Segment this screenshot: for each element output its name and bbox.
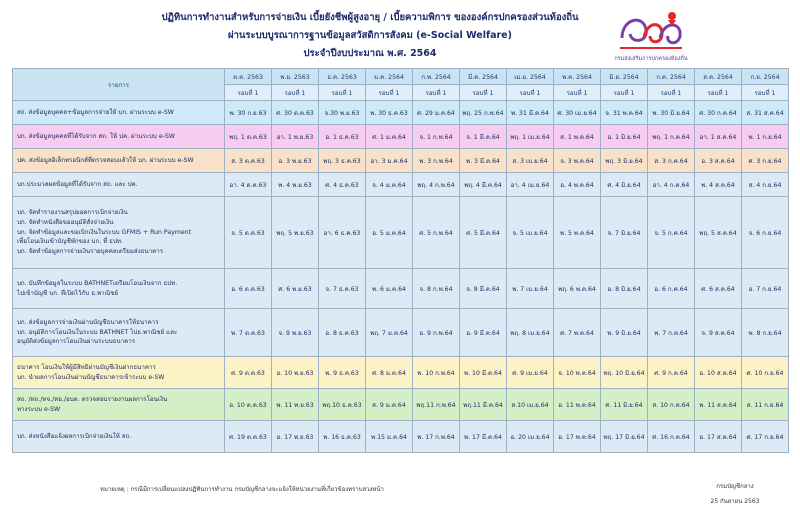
table-row (13, 309, 789, 357)
task-line: บก. นำผลการโอนเงินผ่านบัญชีธนาคารเข้าระบบ e-SW (17, 373, 165, 381)
schedule-date-cell: ศ. 9 เม.ย.64 (507, 357, 554, 389)
task-description (13, 125, 225, 149)
schedule-date-cell: อ. 20 เม.ย.64 (507, 421, 554, 453)
task-description (13, 149, 225, 173)
schedule-date-cell: พฤ.11 มี.ค.64 (460, 389, 507, 421)
schedule-date-cell: จ. 3 พ.ค.64 (554, 149, 601, 173)
title-line-1: ปฏิทินการทำงานสำหรับการจ่ายเงิน เบี้ยยังชีพผู้สูงอายุ / เบี้ยความพิการ ขององค์กรปกครองส่วนท้องถิ่น (161, 12, 579, 23)
task-line: ไปเข้าบัญชี บก. ที่เปิดไว้กับ ธ.พาณิชย์ (17, 289, 119, 297)
title-line-2: ผ่านระบบบูรณาการฐานข้อมูลสวัสดิการสังคม (e-Social Welfare) (228, 30, 512, 41)
schedule-date-cell: พ. 10 มี.ค.64 (460, 357, 507, 389)
schedule-date-cell: จ. 10 พ.ค.64 (554, 357, 601, 389)
schedule-date-cell: พฤ. 1 เม.ย.64 (507, 125, 554, 149)
task-description (13, 357, 225, 389)
schedule-date-cell: จ. 8 ก.พ.64 (413, 269, 460, 309)
schedule-date-cell: พ. 5 พ.ค.64 (554, 197, 601, 269)
schedule-date-cell: ศ. 5 มี.ค.64 (460, 197, 507, 269)
schedule-date-cell: พฤ.10 ธ.ค.63 (319, 389, 366, 421)
schedule-date-cell: ศ. 11 มิ.ย.64 (601, 389, 648, 421)
schedule-date-cell: จ. 6 ก.ย.64 (742, 197, 789, 269)
schedule-date-cell: ศ. 3 ก.ย.64 (742, 149, 789, 173)
table-row (13, 125, 789, 149)
schedule-date-cell: อ. 1 ธ.ค.63 (319, 125, 366, 149)
schedule-date-cell: พ. 11 ส.ค.64 (695, 389, 742, 421)
schedule-date-cell: อ. 17 พ.ย.63 (272, 421, 319, 453)
schedule-date-cell: พฤ. 1 ก.ค.64 (648, 125, 695, 149)
schedule-date-cell: พฤ. 4 มี.ค.64 (460, 173, 507, 197)
round-header: รอบที่ 1 (742, 85, 789, 101)
schedule-date-cell: พ. 8 ก.ย.64 (742, 309, 789, 357)
schedule-date-cell: จ. 5 ก.ค.64 (648, 197, 695, 269)
schedule-date-cell: ศ. 30 ก.ค.64 (695, 101, 742, 125)
schedule-date-cell: ศ. 19 ต.ค.63 (225, 421, 272, 453)
month-header: มิ.ย. 2564 (601, 69, 648, 85)
table-row (13, 269, 789, 309)
schedule-date-cell: พ. 16 ธ.ค.63 (319, 421, 366, 453)
month-header: พ.ย. 2563 (272, 69, 319, 85)
task-line: ธนาคาร โอนเงินให้ผู้มีสิทธิผ่านบัญชีเงินฝากธนาคาร (17, 363, 156, 371)
schedule-date-cell: อ. 17 ส.ค.64 (695, 421, 742, 453)
task-line: เพื่อโอนเงินเข้าบัญชีพักของ บก. ที่ ธปท. (17, 238, 123, 246)
table-row (13, 149, 789, 173)
document-header (0, 0, 800, 66)
round-header: รอบที่ 1 (695, 85, 742, 101)
table-row (13, 173, 789, 197)
schedule-date-cell: อ. 5 ม.ค.64 (366, 197, 413, 269)
schedule-date-cell: ส. 3 ต.ค.63 (225, 149, 272, 173)
schedule-date-cell: อ. 3 ส.ค.64 (695, 149, 742, 173)
schedule-date-cell: ศ. 17 ก.ย.64 (742, 421, 789, 453)
task-line: บก. จัดทำรายงานสรุปยอดการเบิกจ่ายเงิน (17, 209, 128, 217)
schedule-date-cell: พฤ. 10 มิ.ย.64 (601, 357, 648, 389)
schedule-date-cell: พฤ. 5 พ.ย.63 (272, 197, 319, 269)
schedule-date-cell: ศ. 6 ส.ค.64 (695, 269, 742, 309)
schedule-date-cell: จ. 4 ม.ค.64 (366, 173, 413, 197)
schedule-date-cell: พ. 7 ต.ค.63 (225, 309, 272, 357)
schedule-date-cell: จ. 1 มี.ค.64 (460, 125, 507, 149)
table-row (13, 389, 789, 421)
task-line: บก. จัดทำข้อมูลการจ่ายเงินรายบุคคลเตรียมส่งธนาคาร (17, 247, 164, 255)
round-header: รอบที่ 1 (225, 85, 272, 101)
schedule-date-cell: อา. 4 ต.ค.63 (225, 173, 272, 197)
round-header: รอบที่ 1 (507, 85, 554, 101)
schedule-date-cell: จ. 31 พ.ค.64 (601, 101, 648, 125)
schedule-date-cell: พ. 17 มี.ค.64 (460, 421, 507, 453)
task-description (13, 173, 225, 197)
schedule-date-cell: อา. 3 ม.ค.64 (366, 149, 413, 173)
schedule-date-cell: ศ. 10 ก.ย.64 (742, 357, 789, 389)
task-description (13, 421, 225, 453)
schedule-date-cell: ส. 4 ก.ย.64 (742, 173, 789, 197)
task-column-header: รายการ (13, 69, 225, 101)
month-header: เม.ย. 2564 (507, 69, 554, 85)
schedule-date-cell: พฤ. 6 พ.ค.64 (554, 269, 601, 309)
schedule-date-cell: จ. 1 ก.พ.64 (413, 125, 460, 149)
schedule-date-cell: พฤ. 1 ต.ค.63 (225, 125, 272, 149)
task-line: ทางระบบ e-SW (17, 405, 61, 413)
schedule-date-cell: พ. 7 ก.ค.64 (648, 309, 695, 357)
month-header: ต.ค. 2563 (225, 69, 272, 85)
schedule-date-cell: พฤ. 17 มิ.ย.64 (601, 421, 648, 453)
schedule-date-cell: อา. 6 ธ.ค.63 (319, 197, 366, 269)
schedule-date-cell: ศ. 4 ธ.ค.63 (319, 173, 366, 197)
schedule-date-cell: พ. 1 ก.ย.64 (742, 125, 789, 149)
schedule-date-cell: พ. 9 มิ.ย.64 (601, 309, 648, 357)
schedule-date-cell: พฤ. 8 เม.ย.64 (507, 309, 554, 357)
task-description (13, 309, 225, 357)
task-line: สถ. ส่งข้อมูลบุคคล+ข้อมูลการจ่ายให้ บก. ผ่านระบบ e-SW (17, 108, 174, 116)
schedule-date-cell: พฤ. 3 ธ.ค.63 (319, 149, 366, 173)
schedule-date-cell: พ.15 ม.ค.64 (366, 421, 413, 453)
task-line: บก.ประมวลผลข้อมูลที่ได้รับจาก สถ. และ ปค. (17, 180, 138, 188)
schedule-date-cell: อ. 10 ส.ค.64 (695, 357, 742, 389)
schedule-date-cell: อ. 10 ต.ค.63 (225, 389, 272, 421)
schedule-date-cell: ศ. 4 มิ.ย.64 (601, 173, 648, 197)
task-line: บก. จัดทำหนังสือขออนุมัติสั่งจ่ายเงิน (17, 219, 114, 227)
schedule-date-cell: ส.10 เม.ย.64 (507, 389, 554, 421)
schedule-date-cell: อ. 4 พ.ค.64 (554, 173, 601, 197)
task-line: อนุมัติส่งข้อมูลการโอนเงินผ่านระบบธนาคาร (17, 338, 136, 346)
table-row (13, 197, 789, 269)
schedule-date-cell: อ. 9 ก.พ.64 (413, 309, 460, 357)
schedule-date-cell: ส. 10 ก.ค.64 (648, 389, 695, 421)
logo-caption: กรมส่งเสริมการปกครองท้องถิ่น (614, 56, 688, 62)
schedule-date-cell: ศ. 9 ก.ค.64 (648, 357, 695, 389)
month-header: ก.ค. 2564 (648, 69, 695, 85)
schedule-date-cell: จ. 7 มิ.ย.64 (601, 197, 648, 269)
schedule-date-cell: จ. 7 ธ.ค.63 (319, 269, 366, 309)
month-header-row (13, 69, 789, 85)
schedule-date-cell: จ. 5 ต.ค.63 (225, 197, 272, 269)
month-header: มี.ค. 2564 (460, 69, 507, 85)
schedule-date-cell: อ. 17 พ.ค.64 (554, 421, 601, 453)
schedule-date-cell: อ. 1 มิ.ย.64 (601, 125, 648, 149)
schedule-date-cell: จ. 9 พ.ย.63 (272, 309, 319, 357)
table-row (13, 101, 789, 125)
month-header: ส.ค. 2564 (695, 69, 742, 85)
task-line: บก. ส่งข้อมูลบุคคลที่ได้รับจาก สถ. ให้ ปค. ผ่านระบบ e-SW (17, 132, 175, 140)
schedule-date-cell: พ. 9 ธ.ค.63 (319, 357, 366, 389)
task-line: ปค. ส่งข้อมูลอิเล็กทรอนิกส์ที่ตรวจสอบแล้วให้ บก. ผ่านระบบ e-SW (17, 156, 194, 164)
month-header: ก.พ. 2564 (413, 69, 460, 85)
schedule-date-cell: จ. 9 ส.ค.64 (695, 309, 742, 357)
schedule-date-cell: พ. 3 มี.ค.64 (460, 149, 507, 173)
round-header: รอบที่ 1 (366, 85, 413, 101)
schedule-date-cell: อ. 6 ต.ค.63 (225, 269, 272, 309)
schedule-date-cell: พ. 3 ก.พ.64 (413, 149, 460, 173)
task-line: บก. ส่งข้อมูลการจ่ายเงินผ่านบัญชีธนาคารให้ธนาคาร (17, 319, 159, 327)
schedule-date-cell: อ. 11 พ.ค.64 (554, 389, 601, 421)
schedule-date-cell: อ. 6 ก.ค.64 (648, 269, 695, 309)
month-header: ก.ย. 2564 (742, 69, 789, 85)
table-row (13, 357, 789, 389)
schedule-date-cell: ศ. 7 พ.ค.64 (554, 309, 601, 357)
schedule-date-cell: ส. 3 เม.ย.64 (507, 149, 554, 173)
round-header: รอบที่ 1 (272, 85, 319, 101)
round-header: รอบที่ 1 (601, 85, 648, 101)
schedule-date-cell: อ. 10 พ.ย.63 (272, 357, 319, 389)
schedule-date-cell: พ. 30 ธ.ค.63 (366, 101, 413, 125)
payment-schedule-table (12, 68, 789, 453)
month-header: ธ.ค. 2563 (319, 69, 366, 85)
task-description (13, 269, 225, 309)
month-header: ม.ค. 2564 (366, 69, 413, 85)
schedule-date-cell: อ. 3 พ.ย.63 (272, 149, 319, 173)
footnote: หมายเหตุ : กรณีมีการเปลี่ยนแปลงปฏิทินการทำงาน กรมบัญชีกลางจะแจ้งให้หน่วยงานที่เกี่ยวข้องทราบล่วงหน้า (100, 486, 384, 493)
schedule-date-cell: พ. 10 ก.พ.64 (413, 357, 460, 389)
schedule-date-cell: ศ. 30 ต.ค.63 (272, 101, 319, 125)
schedule-date-cell: ศ. 5 ก.พ.64 (413, 197, 460, 269)
schedule-date-cell: อ. 8 ธ.ค.63 (319, 309, 366, 357)
dla-logo-icon (614, 8, 688, 54)
schedule-date-cell: พฤ. 5 ส.ค.64 (695, 197, 742, 269)
schedule-date-cell: พ. 31 มี.ค.64 (507, 101, 554, 125)
round-header: รอบที่ 1 (413, 85, 460, 101)
schedule-date-cell: พ. 11 พ.ย.63 (272, 389, 319, 421)
schedule-date-cell: ศ. 30 เม.ย.64 (554, 101, 601, 125)
schedule-date-cell: ส. 9 ม.ค.64 (366, 389, 413, 421)
task-line: บก. อนุมัติการโอนเงินในระบบ BATHNET ไปธ.พาณิชย์ และ (17, 328, 178, 336)
schedule-date-cell: ศ. 6 พ.ย.63 (272, 269, 319, 309)
task-description (13, 389, 225, 421)
schedule-date-cell: อ. 9 มี.ค.64 (460, 309, 507, 357)
schedule-date-cell: อา. 4 ก.ค.64 (648, 173, 695, 197)
schedule-date-cell: อ. 8 มิ.ย.64 (601, 269, 648, 309)
schedule-date-cell: พ. 7 เม.ย.64 (507, 269, 554, 309)
task-line: บก. บันทึกข้อมูลในระบบ BATHNETเตรียมโอนเงินจาก ธปท. (17, 279, 178, 287)
schedule-date-cell: จ.30 พ.ย.63 (319, 101, 366, 125)
title-line-3: ประจำปีงบประมาณ พ.ศ. 2564 (303, 48, 437, 59)
schedule-date-cell: ส. 31 ส.ค.64 (742, 101, 789, 125)
schedule-date-cell: พฤ. 7 ม.ค.64 (366, 309, 413, 357)
schedule-date-cell: จ. 5 เม.ย.64 (507, 197, 554, 269)
task-line: บก. จัดทำข้อมูลและขอเบิกเงินในระบบ GFMIS + Run Payment (17, 228, 192, 236)
schedule-date-cell: พ. 4 พ.ย.63 (272, 173, 319, 197)
round-header: รอบที่ 1 (319, 85, 366, 101)
task-description (13, 197, 225, 269)
schedule-date-cell: ศ. 8 ม.ค.64 (366, 357, 413, 389)
schedule-date-cell: ส. 3 ก.ค.64 (648, 149, 695, 173)
task-description (13, 101, 225, 125)
schedule-date-cell: พฤ.11 ก.พ.64 (413, 389, 460, 421)
task-line: สถ. /ทถ./ทจ./ทอ./อบต. ตรวจสอบรายงานผลการโอนเงิน (17, 395, 168, 403)
issue-date: 25 กันยายน 2563 (710, 498, 760, 505)
table-row (13, 421, 789, 453)
round-header: รอบที่ 1 (648, 85, 695, 101)
schedule-date-cell: จ. 8 มี.ค.64 (460, 269, 507, 309)
schedule-date-cell: อา. 4 เม.ย.64 (507, 173, 554, 197)
month-header: พ.ค. 2564 (554, 69, 601, 85)
schedule-date-cell: พ. 6 ม.ค.64 (366, 269, 413, 309)
schedule-date-cell: อ. 7 ก.ย.64 (742, 269, 789, 309)
issuer-org: กรมบัญชีกลาง (716, 483, 754, 490)
schedule-date-cell: ส. 11 ก.ย.64 (742, 389, 789, 421)
task-line: บก. ส่งหนังสือแจ้งผลการเบิกจ่ายเงินให้ สถ. (17, 432, 132, 440)
schedule-date-cell: อา. 1 พ.ย.63 (272, 125, 319, 149)
schedule-date-cell: พฤ. 25 ก.พ.64 (460, 101, 507, 125)
schedule-date-cell: ส. 1 พ.ค.64 (554, 125, 601, 149)
schedule-date-cell: พฤ. 3 มิ.ย.64 (601, 149, 648, 173)
schedule-date-cell: ศ. 16 ก.ค.64 (648, 421, 695, 453)
round-header: รอบที่ 1 (554, 85, 601, 101)
schedule-date-cell: พ. 30 ก.ย.63 (225, 101, 272, 125)
schedule-date-cell: พ. 17 ก.พ.64 (413, 421, 460, 453)
schedule-date-cell: ศ. 9 ต.ค.63 (225, 357, 272, 389)
round-header: รอบที่ 1 (460, 85, 507, 101)
schedule-date-cell: พ. 4 ส.ค.64 (695, 173, 742, 197)
schedule-date-cell: ศ. 29 ม.ค.64 (413, 101, 460, 125)
schedule-date-cell: พ. 30 มิ.ย.64 (648, 101, 695, 125)
schedule-date-cell: พฤ. 4 ก.พ.64 (413, 173, 460, 197)
schedule-date-cell: ศ. 1 ม.ค.64 (366, 125, 413, 149)
schedule-date-cell: อา. 1 ส.ค.64 (695, 125, 742, 149)
